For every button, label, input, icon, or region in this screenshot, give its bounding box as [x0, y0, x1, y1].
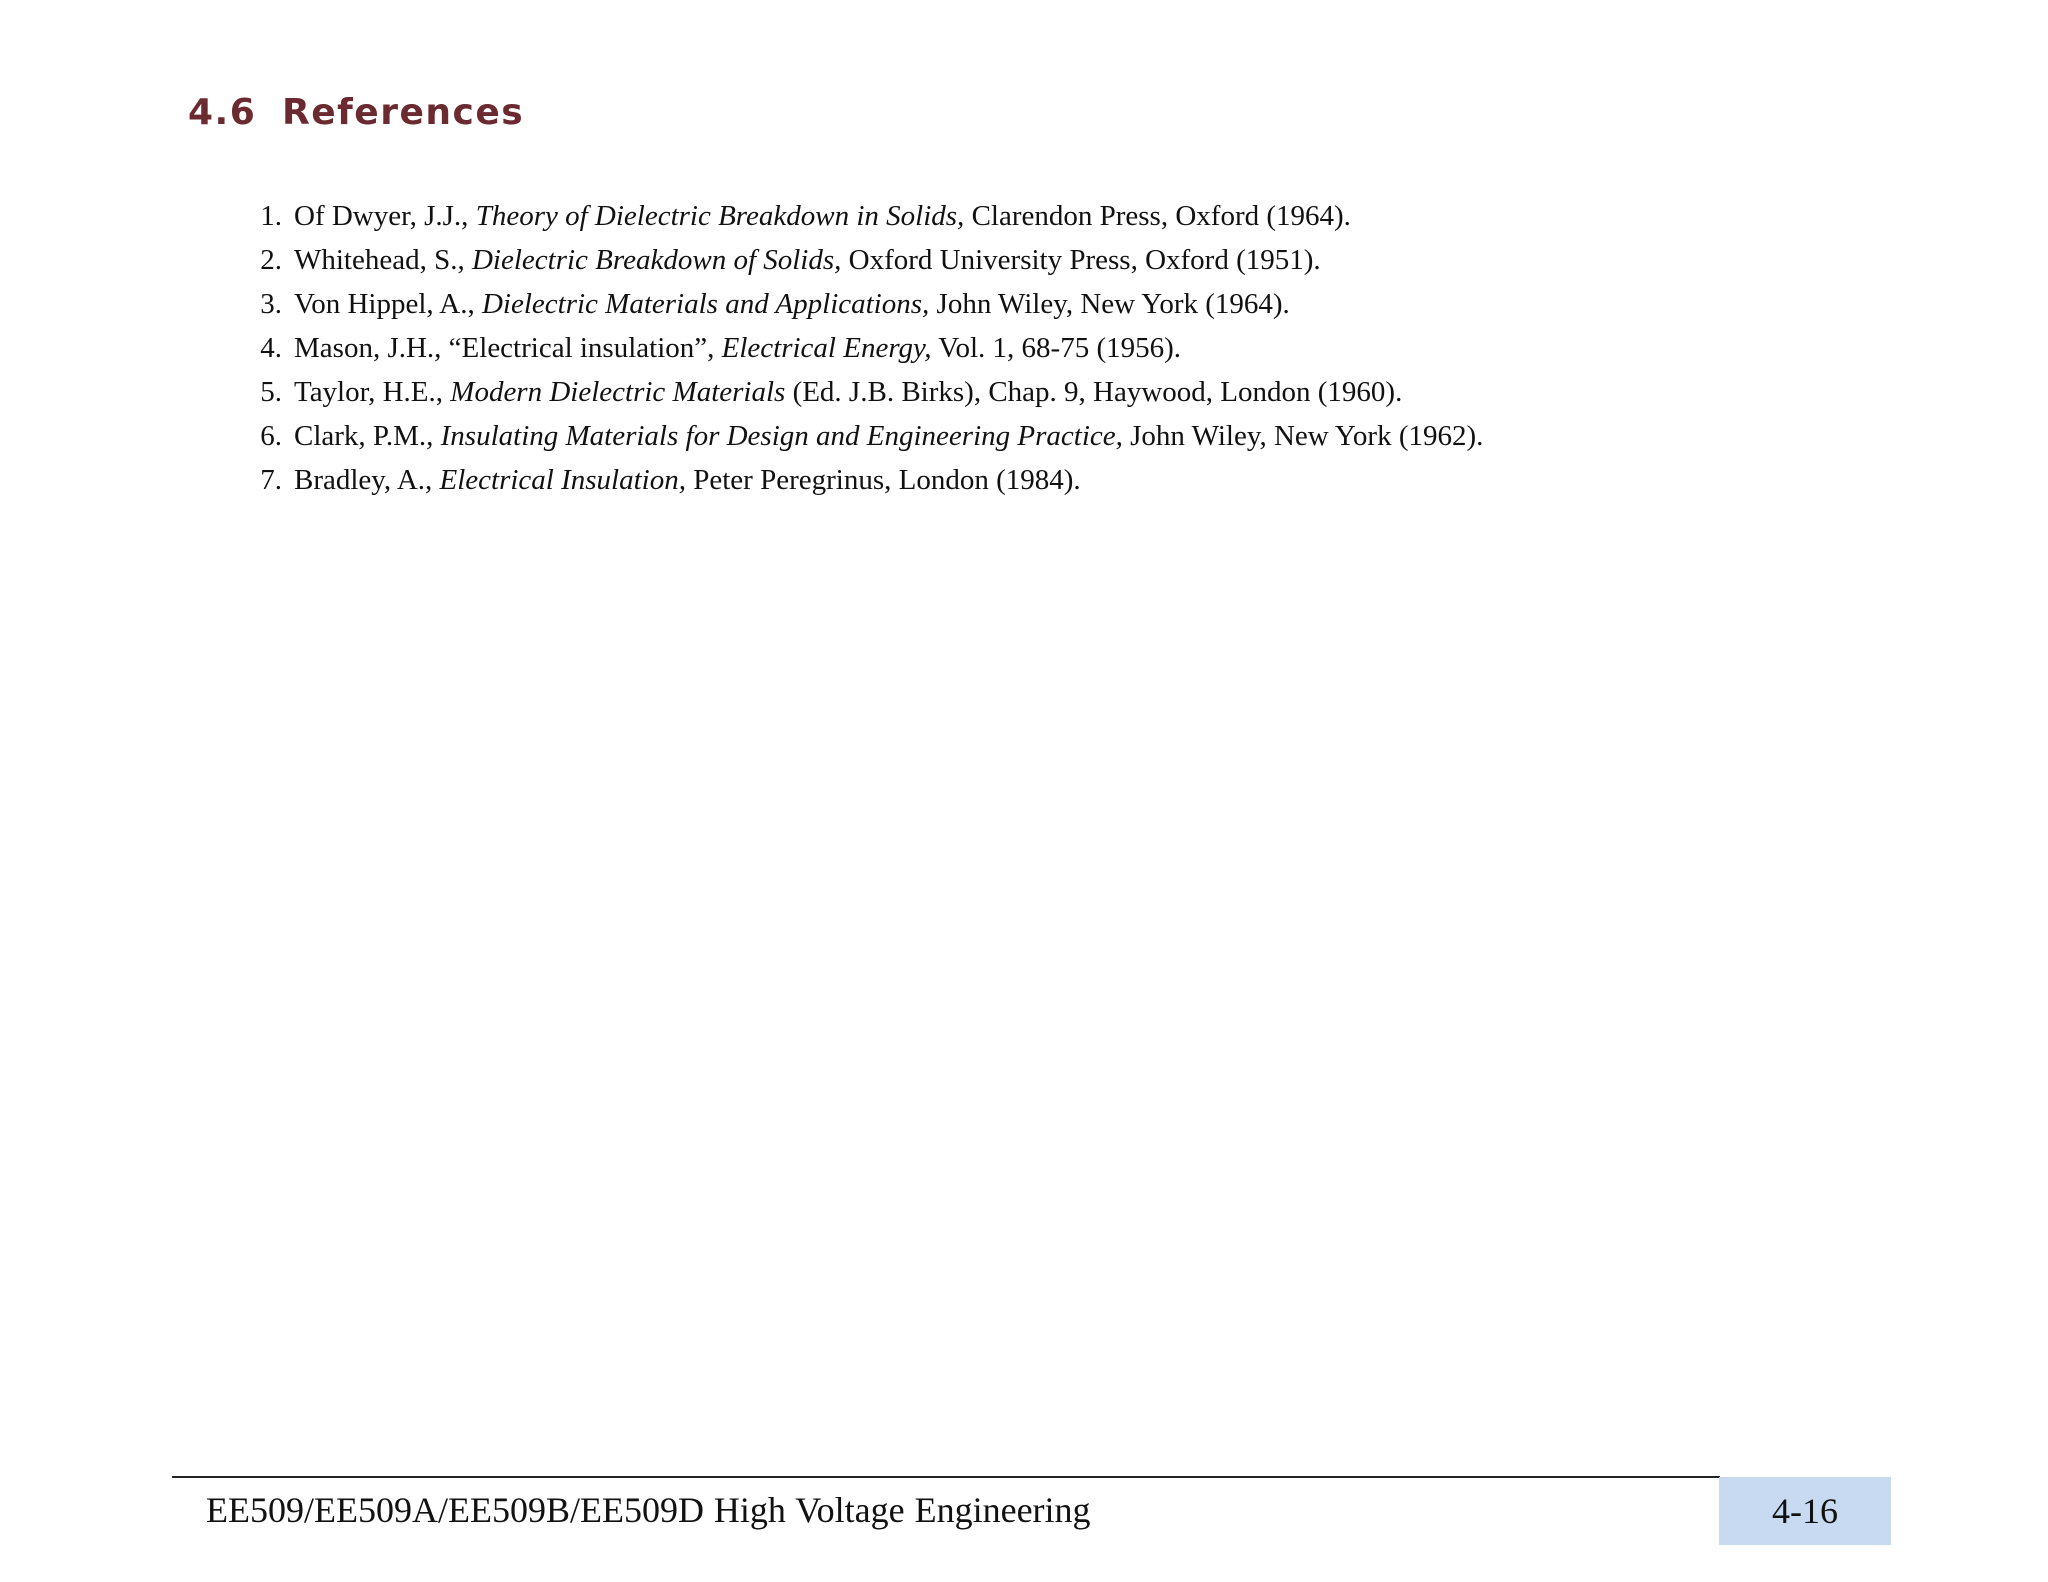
reference-details: Peter Peregrinus, London (1984).	[685, 464, 1081, 496]
reference-item	[230, 370, 1930, 414]
reference-title: Dielectric Materials and Applications,	[481, 288, 930, 320]
reference-authors: Taylor, H.E.,	[294, 376, 451, 408]
reference-details: John Wiley, New York (1962).	[1122, 420, 1484, 452]
reference-authors: Bradley, A.,	[294, 464, 440, 496]
reference-item	[230, 194, 1930, 238]
reference-authors: Whitehead, S.,	[294, 244, 472, 276]
reference-authors: Clark, P.M.,	[294, 420, 441, 452]
reference-details: Clarendon Press, Oxford (1964).	[964, 200, 1351, 232]
reference-details: (Ed. J.B. Birks), Chap. 9, Haywood, London (1960).	[785, 376, 1403, 408]
reference-title: Electrical Insulation,	[439, 464, 686, 496]
reference-item	[230, 414, 1930, 458]
footer-page-number: 4-16	[1719, 1477, 1891, 1545]
section-number: 4.6	[188, 92, 257, 133]
reference-title: Electrical Energy,	[721, 332, 932, 364]
reference-title: Insulating Materials for Design and Engineering Practice,	[440, 420, 1123, 452]
reference-number: 6.	[260, 420, 282, 452]
reference-title: Modern Dielectric Materials	[450, 376, 786, 408]
reference-title: Dielectric Breakdown of Solids,	[471, 244, 842, 276]
reference-number: 4.	[260, 332, 282, 364]
reference-number: 1.	[260, 200, 282, 232]
reference-number: 2.	[260, 244, 282, 276]
section-heading	[188, 92, 524, 133]
reference-title: Theory of Dielectric Breakdown in Solids,	[475, 200, 965, 232]
reference-item	[230, 326, 1930, 370]
reference-item	[230, 238, 1930, 282]
reference-item	[230, 458, 1930, 502]
reference-details: Oxford University Press, Oxford (1951).	[841, 244, 1321, 276]
reference-list	[230, 194, 1930, 502]
section-title: References	[282, 92, 525, 133]
footer-divider	[172, 1476, 1720, 1478]
reference-number: 5.	[260, 376, 282, 408]
reference-details: John Wiley, New York (1964).	[929, 288, 1290, 320]
footer-course-title: EE509/EE509A/EE509B/EE509D High Voltage Engineering	[206, 1490, 1091, 1530]
reference-authors: Of Dwyer, J.J.,	[294, 200, 476, 232]
reference-authors: Mason, J.H., “Electrical insulation”,	[294, 332, 722, 364]
reference-details: Vol. 1, 68-75 (1956).	[931, 332, 1182, 364]
reference-number: 3.	[260, 288, 282, 320]
reference-authors: Von Hippel, A.,	[294, 288, 482, 320]
reference-item	[230, 282, 1930, 326]
reference-number: 7.	[260, 464, 282, 496]
